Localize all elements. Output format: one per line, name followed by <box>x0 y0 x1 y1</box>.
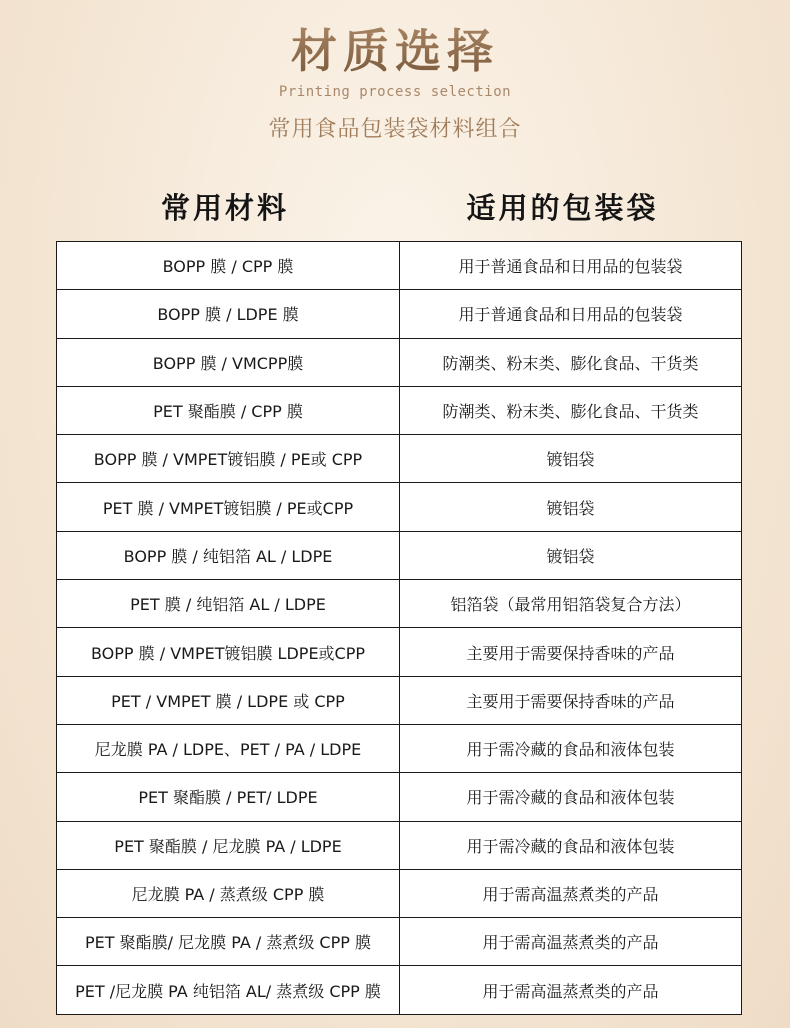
material-cell: PET 膜 / VMPET镀铝膜 / PE或CPP <box>57 483 400 531</box>
table-row <box>57 918 742 966</box>
usage-cell: 防潮类、粉末类、膨化食品、干货类 <box>400 386 742 434</box>
usage-cell: 镀铝袋 <box>400 435 742 483</box>
table-row <box>57 483 742 531</box>
material-cell: PET 聚酯膜 / CPP 膜 <box>57 386 400 434</box>
table-row <box>57 966 742 1014</box>
page-title: 材质选择 <box>0 24 790 78</box>
usage-cell: 用于需冷藏的食品和液体包装 <box>400 773 742 821</box>
table-row <box>57 242 742 290</box>
material-cell: BOPP 膜 / VMPET镀铝膜 / PE或 CPP <box>57 435 400 483</box>
material-cell: BOPP 膜 / LDPE 膜 <box>57 290 400 338</box>
table-row <box>57 435 742 483</box>
usage-cell: 用于需高温蒸煮类的产品 <box>400 918 742 966</box>
usage-cell: 用于需冷藏的食品和液体包装 <box>400 724 742 772</box>
usage-cell: 用于普通食品和日用品的包装袋 <box>400 242 742 290</box>
usage-cell: 用于需高温蒸煮类的产品 <box>400 869 742 917</box>
table-row <box>57 290 742 338</box>
table-row <box>57 821 742 869</box>
usage-cell: 主要用于需要保持香味的产品 <box>400 628 742 676</box>
usage-cell: 主要用于需要保持香味的产品 <box>400 676 742 724</box>
usage-cell: 镀铝袋 <box>400 531 742 579</box>
material-cell: BOPP 膜 / CPP 膜 <box>57 242 400 290</box>
column-heading-applicable-bags: 适用的包装袋 <box>466 191 659 225</box>
table-body <box>57 242 742 1015</box>
usage-cell: 防潮类、粉末类、膨化食品、干货类 <box>400 338 742 386</box>
material-cell: 尼龙膜 PA / LDPE、PET / PA / LDPE <box>57 724 400 772</box>
usage-cell: 铝箔袋（最常用铝箔袋复合方法） <box>400 580 742 628</box>
material-cell: PET 膜 / 纯铝箔 AL / LDPE <box>57 580 400 628</box>
table-row <box>57 724 742 772</box>
table-row <box>57 869 742 917</box>
usage-cell: 用于需冷藏的食品和液体包装 <box>400 821 742 869</box>
subtitle-english: Printing process selection <box>278 84 512 100</box>
usage-cell: 用于需高温蒸煮类的产品 <box>400 966 742 1014</box>
material-cell: PET / VMPET 膜 / LDPE 或 CPP <box>57 676 400 724</box>
material-cell: 尼龙膜 PA / 蒸煮级 CPP 膜 <box>57 869 400 917</box>
materials-table <box>56 241 731 1015</box>
subtitle-chinese: 常用食品包装袋材料组合 <box>268 117 522 142</box>
column-heading-materials: 常用材料 <box>160 191 289 225</box>
table-row <box>57 580 742 628</box>
material-cell: BOPP 膜 / VMCPP膜 <box>57 338 400 386</box>
material-cell: BOPP 膜 / VMPET镀铝膜 LDPE或CPP <box>57 628 400 676</box>
table-row <box>57 628 742 676</box>
table-row <box>57 676 742 724</box>
table-row <box>57 531 742 579</box>
material-cell: PET 聚酯膜 / PET/ LDPE <box>57 773 400 821</box>
table-row <box>57 386 742 434</box>
material-cell: PET /尼龙膜 PA 纯铝箔 AL/ 蒸煮级 CPP 膜 <box>57 966 400 1014</box>
usage-cell: 镀铝袋 <box>400 483 742 531</box>
table-row <box>57 338 742 386</box>
usage-cell: 用于普通食品和日用品的包装袋 <box>400 290 742 338</box>
material-cell: PET 聚酯膜 / 尼龙膜 PA / LDPE <box>57 821 400 869</box>
material-cell: BOPP 膜 / 纯铝箔 AL / LDPE <box>57 531 400 579</box>
material-cell: PET 聚酯膜/ 尼龙膜 PA / 蒸煮级 CPP 膜 <box>57 918 400 966</box>
table-row <box>57 773 742 821</box>
